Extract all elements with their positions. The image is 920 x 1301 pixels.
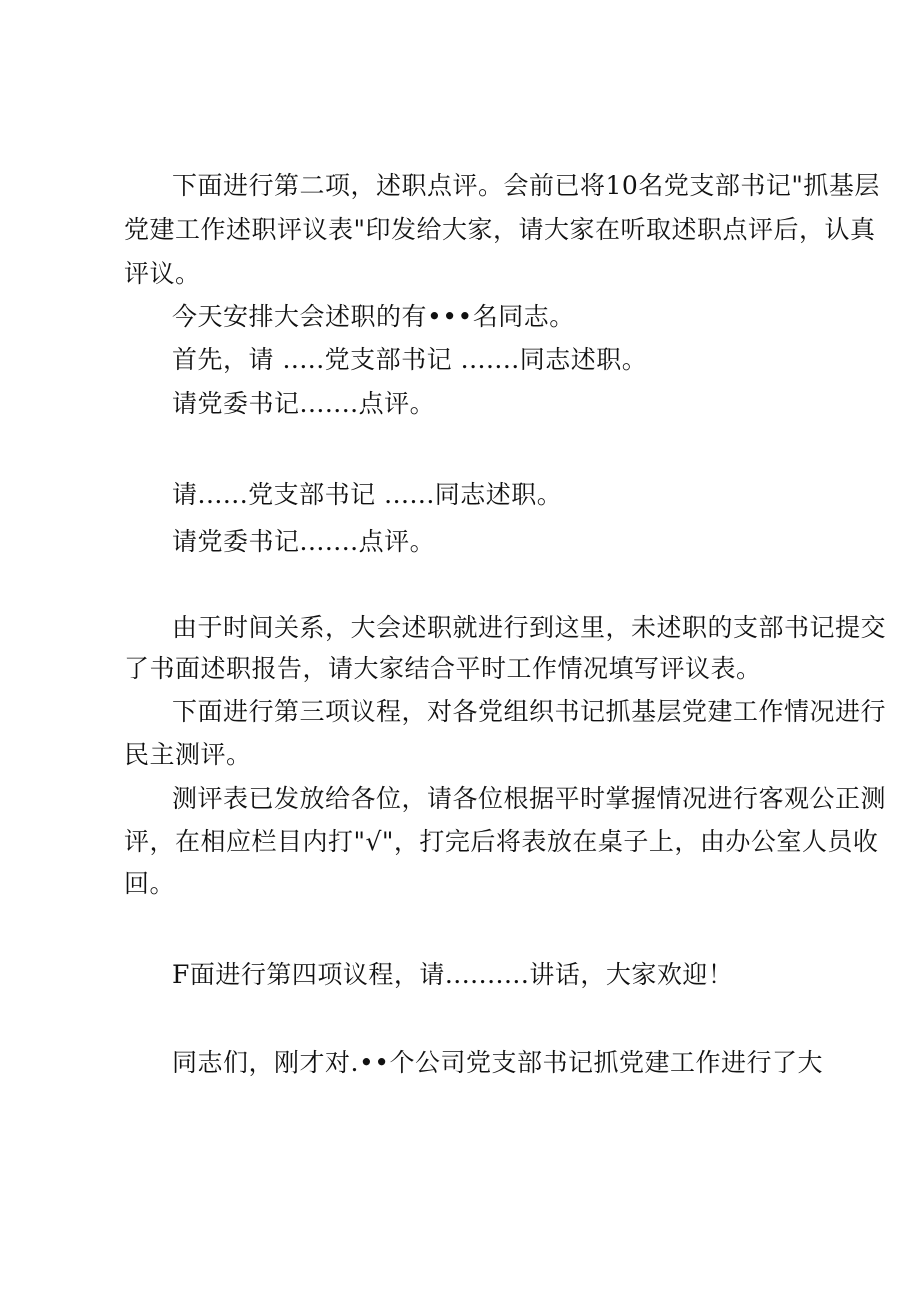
paragraph-9-line-2: 评，在相应栏目内打"√"，打完后将表放在桌子上，由办公室人员收	[124, 827, 879, 856]
paragraph-3: 首先，请 .....党支部书记 .......同志述职。	[172, 345, 648, 374]
paragraph-9-line-3: 回。	[124, 869, 176, 898]
paragraph-10: F面进行第四项议程，请..........讲话，大家欢迎！	[172, 960, 734, 989]
paragraph-1-line-3: 评议。	[124, 259, 201, 288]
paragraph-11: 同志们，刚才对.••个公司党支部书记抓党建工作进行了大	[172, 1048, 823, 1077]
paragraph-5: 请......党支部书记 ......同志述职。	[172, 480, 563, 509]
paragraph-7-line-1: 由于时间关系，大会述职就进行到这里，未述职的支部书记提交	[172, 613, 887, 642]
paragraph-7-line-2: 了书面述职报告，请大家结合平时工作情况填写评议表。	[124, 654, 762, 683]
paragraph-6: 请党委书记.......点评。	[172, 527, 436, 556]
paragraph-4: 请党委书记.......点评。	[172, 389, 436, 418]
paragraph-1-line-1: 下面进行第二项，述职点评。会前已将10名党支部书记"抓基层	[172, 171, 880, 200]
paragraph-1-line-2: 党建工作述职评议表"印发给大家，请大家在听取述职点评后，认真	[124, 215, 876, 244]
paragraph-8-line-1: 下面进行第三项议程，对各党组织书记抓基层党建工作情况进行	[172, 697, 887, 726]
paragraph-8-line-2: 民主测评。	[124, 740, 252, 769]
paragraph-9-line-1: 测评表已发放给各位，请各位根据平时掌握情况进行客观公正测	[172, 784, 887, 813]
paragraph-2: 今天安排大会述职的有•••名同志。	[172, 302, 575, 331]
